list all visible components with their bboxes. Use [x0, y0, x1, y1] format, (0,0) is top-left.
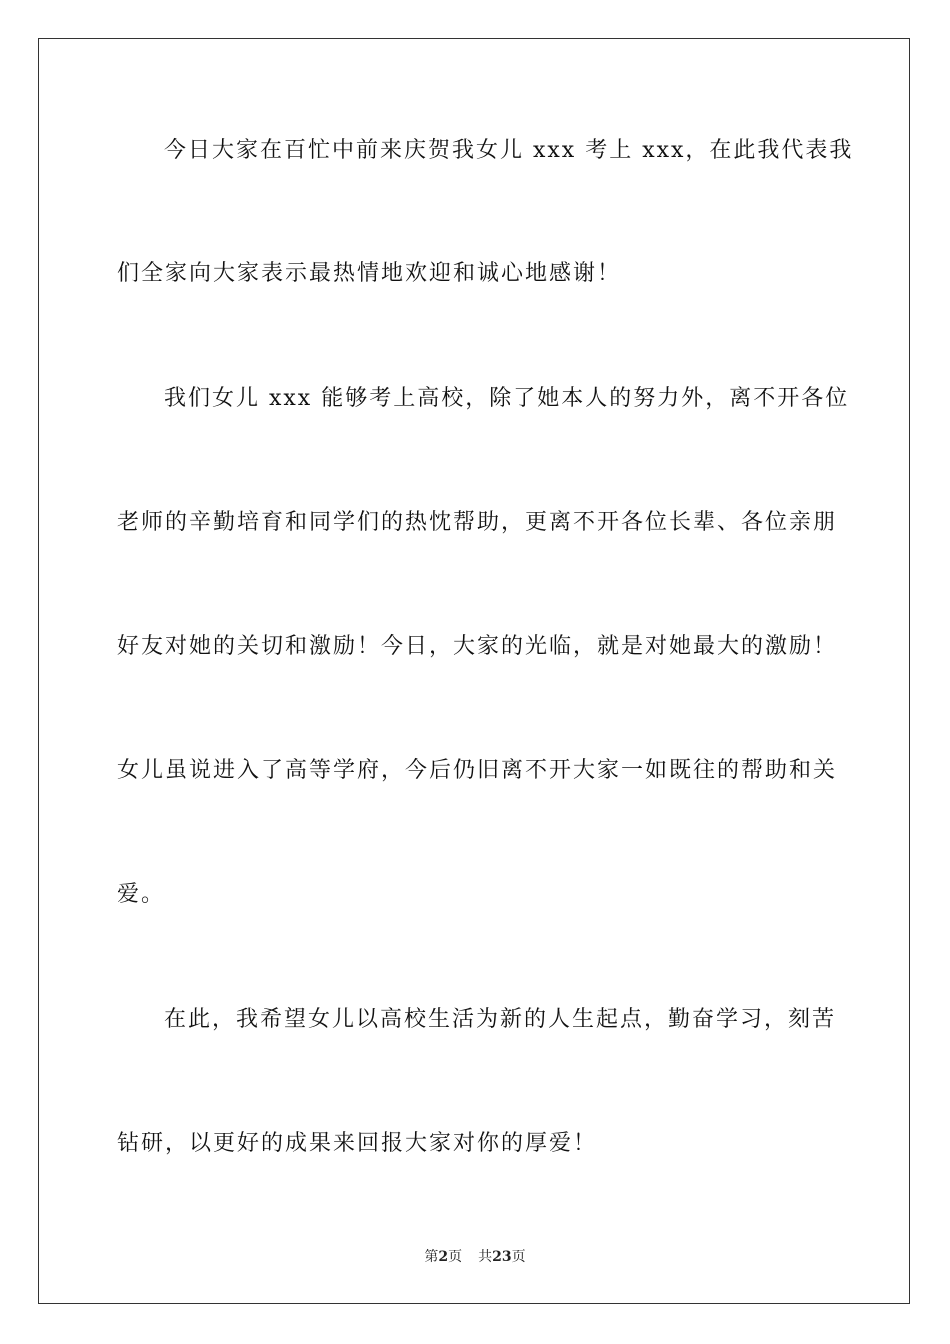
paragraph-1-line-1: 今日大家在百忙中前来庆贺我女儿 xxx 考上 xxx，在此我代表我 — [164, 138, 854, 163]
total-suffix: 页 — [511, 1249, 526, 1265]
total-pages: 23 — [492, 1249, 512, 1265]
page-border — [38, 38, 910, 1304]
page-number: 2 — [438, 1249, 449, 1265]
page-prefix: 第 — [424, 1249, 439, 1265]
paragraph-2-line-2: 老师的辛勤培育和同学们的热忱帮助，更离不开各位长辈、各位亲朋 — [117, 510, 838, 535]
paragraph-3-line-2: 钻研，以更好的成果来回报大家对你的厚爱！ — [117, 1131, 598, 1156]
page-suffix: 页 — [448, 1249, 463, 1265]
paragraph-1-line-2: 们全家向大家表示最热情地欢迎和诚心地感谢！ — [117, 261, 622, 286]
paragraph-2-line-3: 好友对她的关切和激励！今日，大家的光临，就是对她最大的激励！ — [117, 634, 838, 659]
paragraph-2-line-5: 爱。 — [117, 882, 166, 907]
paragraph-2-line-1: 我们女儿 xxx 能够考上高校，除了她本人的努力外，离不开各位 — [164, 386, 850, 411]
page-footer — [0, 1247, 950, 1267]
total-prefix: 共 — [478, 1249, 493, 1265]
paragraph-3-line-1: 在此，我希望女儿以高校生活为新的人生起点，勤奋学习，刻苦 — [164, 1007, 837, 1032]
paragraph-2-line-4: 女儿虽说进入了高等学府，今后仍旧离不开大家一如既往的帮助和关 — [117, 758, 838, 783]
